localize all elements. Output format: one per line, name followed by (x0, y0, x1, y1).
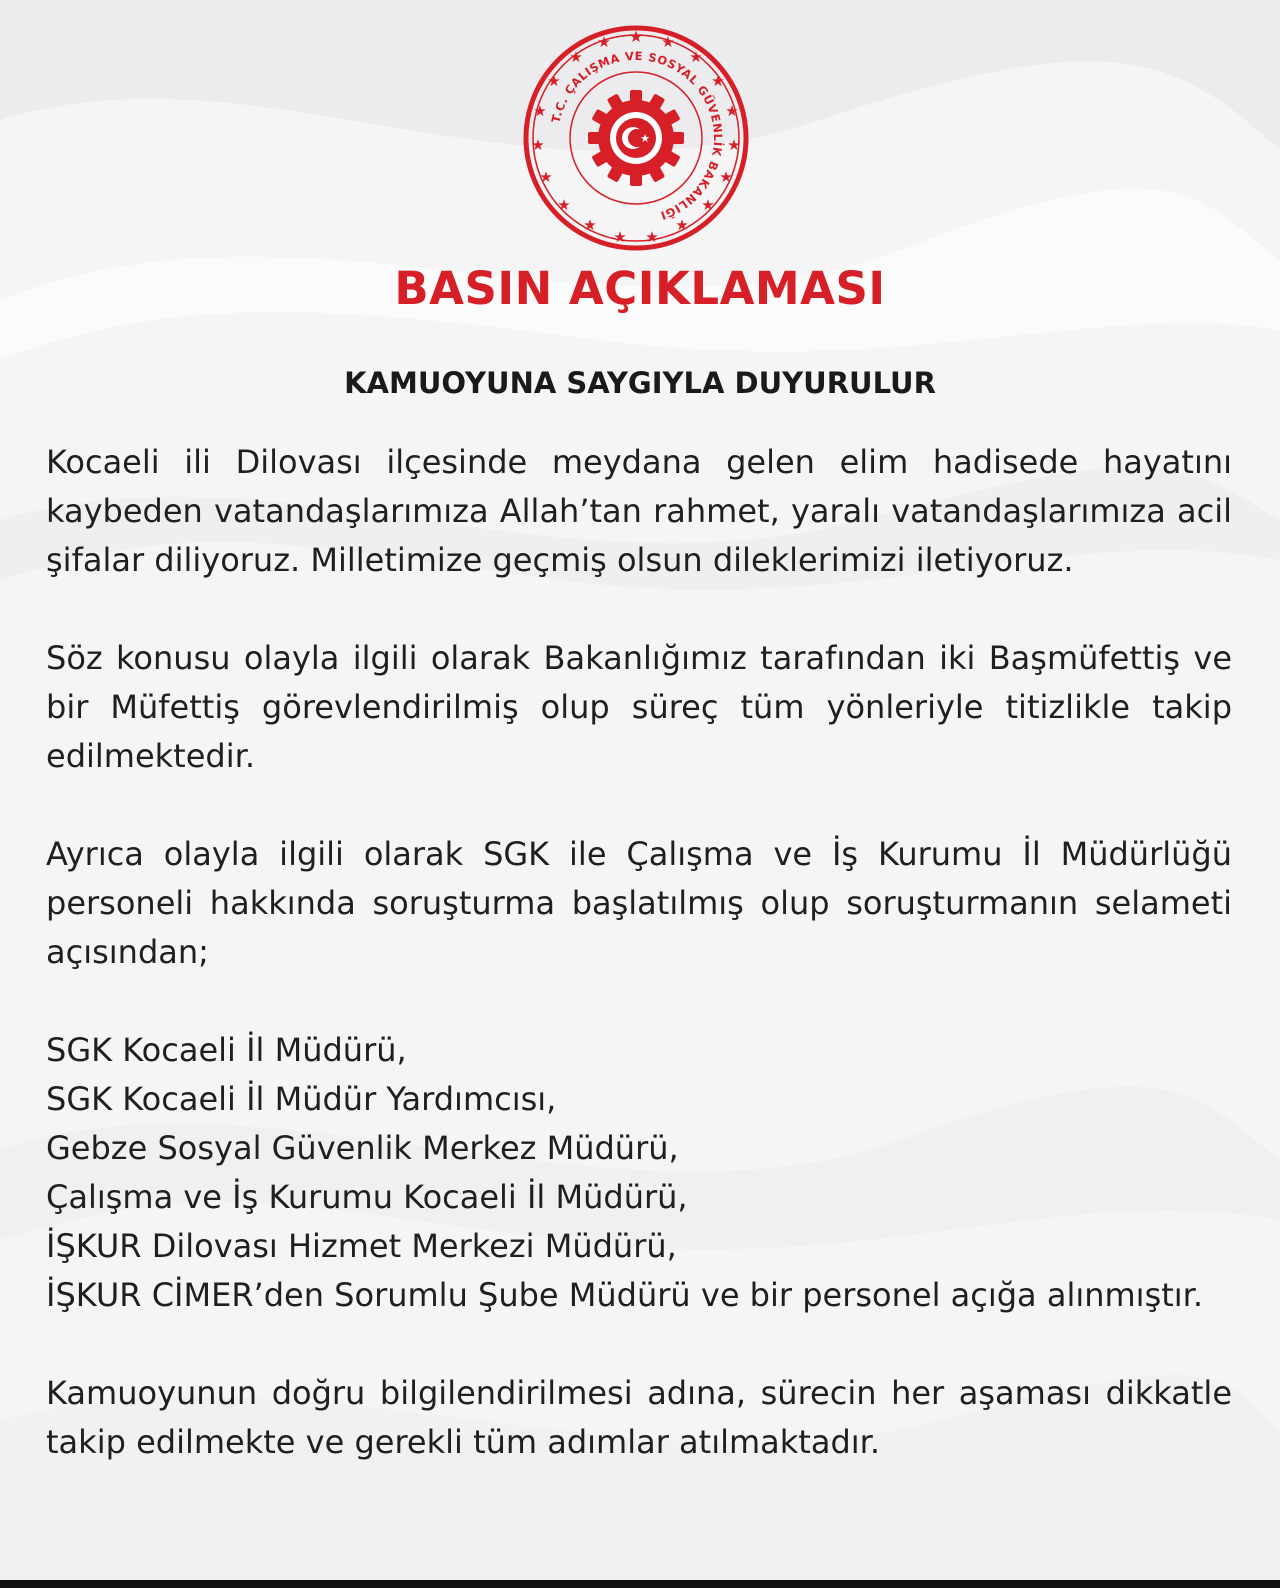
list-item: Gebze Sosyal Güvenlik Merkez Müdürü, (46, 1129, 679, 1167)
list-item: İŞKUR CİMER’den Sorumlu Şube Müdürü ve bir personel açığa alınmıştır. (46, 1276, 1204, 1314)
svg-text:★: ★ (569, 49, 583, 66)
svg-text:★: ★ (583, 217, 597, 234)
svg-text:★: ★ (719, 169, 733, 186)
paragraph-inspection: Söz konusu olayla ilgili olarak Bakanlığımız tarafından iki Başmüfettiş ve bir Müfettiş görevlendirilmiş olup süreç tüm yönleriyle titizlikle takip edilmektedir. (46, 639, 1232, 775)
svg-text:★: ★ (533, 103, 547, 120)
svg-text:★: ★ (531, 137, 545, 154)
list-item: SGK Kocaeli İl Müdür Yardımcısı, (46, 1080, 557, 1118)
svg-text:★: ★ (725, 103, 739, 120)
svg-text:★: ★ (711, 73, 725, 90)
paragraph-investigation: Ayrıca olayla ilgili olarak SGK ile Çalışma ve İş Kurumu İl Müdürlüğü personeli hakkında soruşturma başlatılmış olup soruşturmanın selameti açısından; (46, 835, 1232, 971)
svg-text:★: ★ (727, 137, 741, 154)
svg-text:★: ★ (613, 229, 627, 246)
bottom-border (0, 1580, 1280, 1588)
svg-text:★: ★ (557, 197, 571, 214)
paragraph-closing: Kamuoyunun doğru bilgilendirilmesi adına, sürecin her aşaması dikkatle takip edilmekte ve gerekli tüm adımlar atılmaktadır. (46, 1374, 1232, 1461)
svg-text:★: ★ (689, 49, 703, 66)
svg-text:★: ★ (597, 34, 611, 51)
svg-text:★: ★ (675, 217, 689, 234)
svg-text:★: ★ (547, 73, 561, 90)
list-item: İŞKUR Dilovası Hizmet Merkezi Müdürü, (46, 1227, 677, 1265)
svg-text:★: ★ (539, 169, 553, 186)
press-release-title: BASIN AÇIKLAMASI (394, 262, 886, 315)
list-item: SGK Kocaeli İl Müdürü, (46, 1031, 407, 1069)
suspended-officials-list (46, 1026, 1232, 1320)
statement-body (46, 438, 1232, 1516)
announcement-subtitle: KAMUOYUNA SAYGIYLA DUYURULUR (344, 366, 936, 400)
svg-text:★: ★ (645, 229, 659, 246)
seal-ring-text: T.C. ÇALIŞMA VE SOSYAL GÜVENLİK BAKANLIĞI (548, 48, 726, 223)
ministry-seal-icon (520, 22, 752, 254)
svg-text:★: ★ (628, 29, 644, 46)
svg-text:★: ★ (701, 197, 715, 214)
svg-text:★: ★ (640, 133, 650, 145)
list-item: Çalışma ve İş Kurumu Kocaeli İl Müdürü, (46, 1178, 688, 1216)
svg-text:★: ★ (661, 34, 675, 51)
paragraph-condolence: Kocaeli ili Dilovası ilçesinde meydana gelen elim hadisede hayatını kaybeden vatandaşlarımıza Allah’tan rahmet, yaralı vatandaşlarımıza acil şifalar diliyoruz. Milletimize geçmiş olsun dileklerimizi iletiyoruz. (46, 443, 1232, 579)
